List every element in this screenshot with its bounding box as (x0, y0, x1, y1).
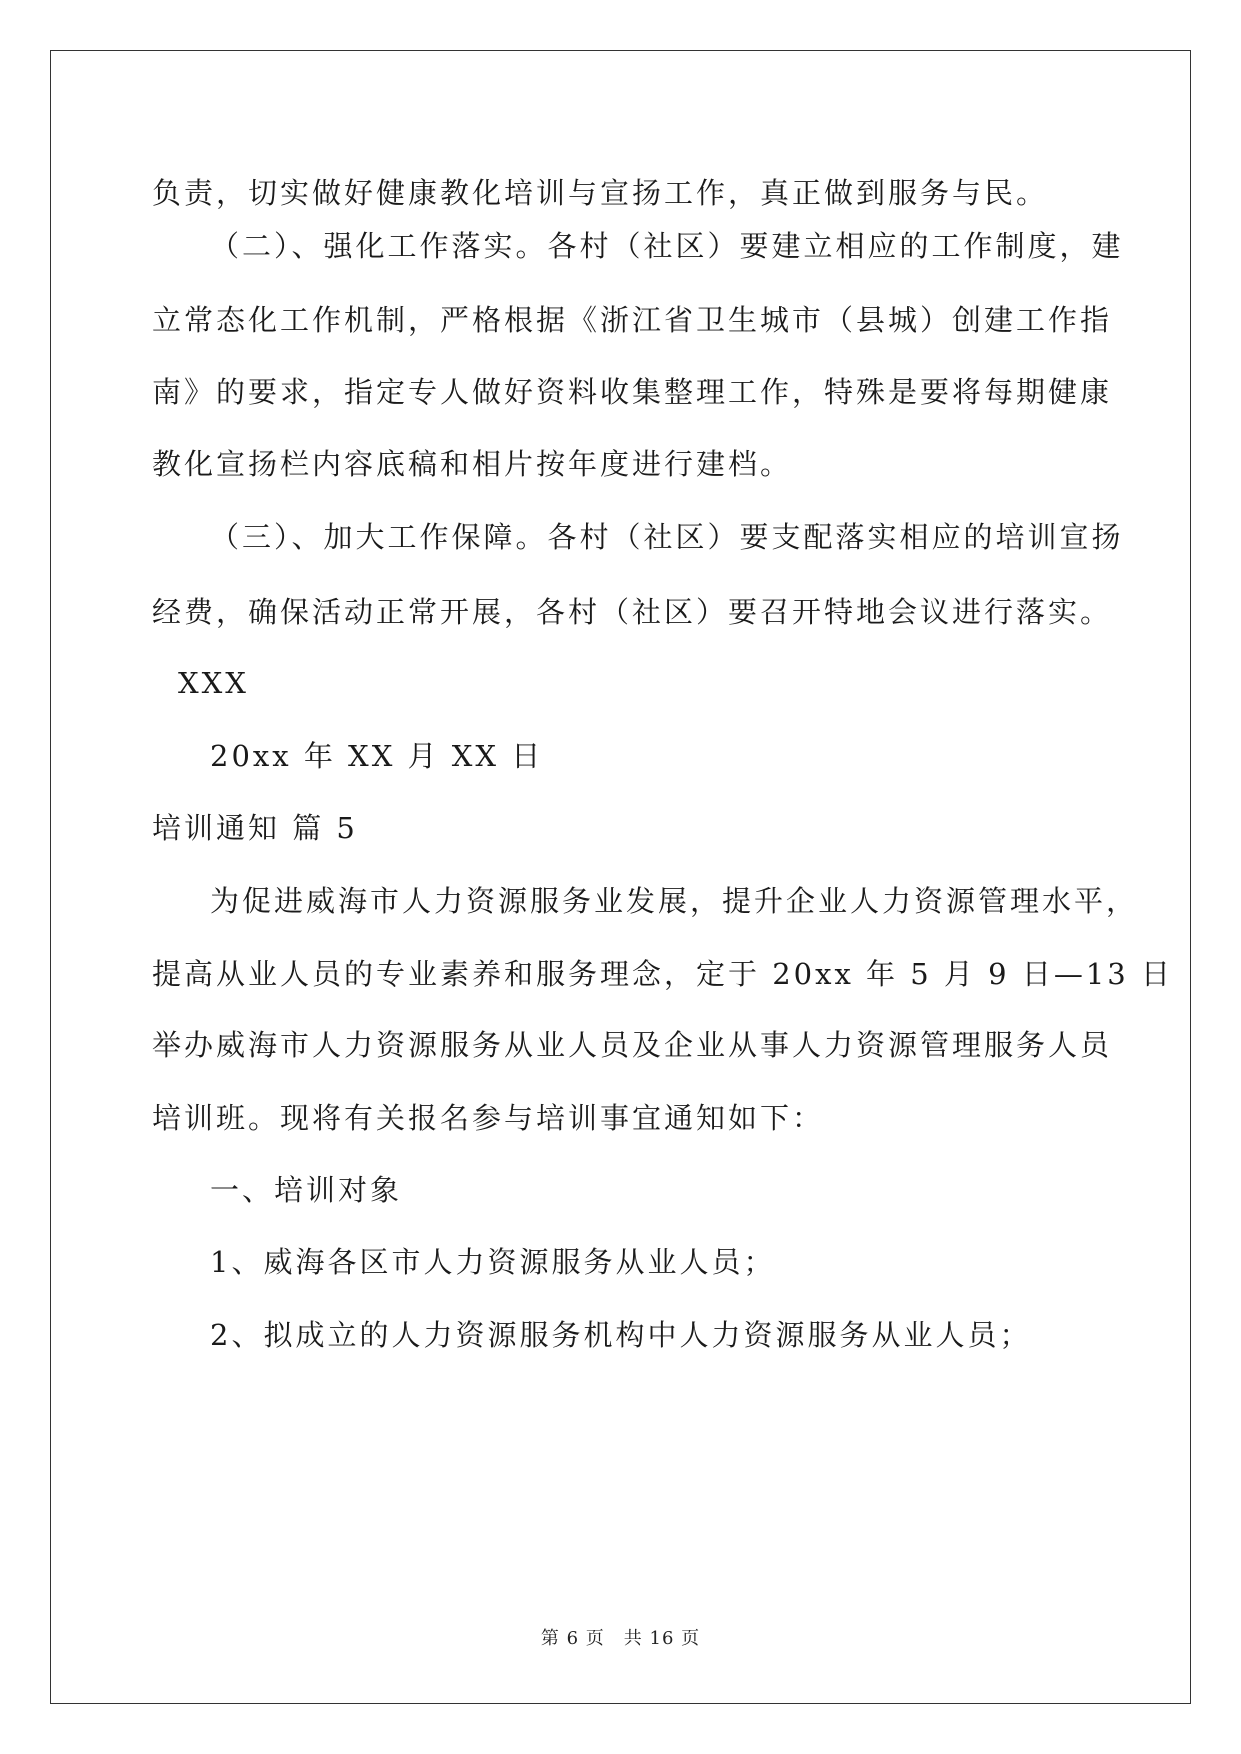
page-border (50, 50, 1191, 1704)
body-line: 负责，切实做好健康教化培训与宣扬工作，真正做到服务与民。 (152, 176, 1049, 210)
body-line: 培训班。现将有关报名参与培训事宜通知如下： (152, 1101, 825, 1135)
body-line: 立常态化工作机制，严格根据《浙江省卫生城市（县城）创建工作指 (152, 303, 1113, 337)
list-item: 1、威海各区市人力资源服务从业人员； (210, 1245, 776, 1279)
list-item: 2、拟成立的人力资源服务机构中人力资源服务从业人员； (210, 1318, 1032, 1352)
body-line: 提高从业人员的专业素养和服务理念，定于 20xx 年 5 月 9 日—13 日 (152, 957, 1173, 991)
body-line: 为促进威海市人力资源服务业发展，提升企业人力资源管理水平， (210, 884, 1139, 918)
signature-date: 20xx 年 XX 月 XX 日 (210, 739, 544, 773)
signature-org: XXX (178, 666, 249, 700)
section-heading: 培训通知 篇 5 (152, 811, 358, 845)
body-line: （三）、加大工作保障。各村（社区）要支配落实相应的培训宣扬 (210, 520, 1124, 554)
list-heading: 一、培训对象 (210, 1173, 403, 1207)
body-line: 南》的要求，指定专人做好资料收集整理工作，特殊是要将每期健康 (152, 375, 1113, 409)
body-line: 经费，确保活动正常开展，各村（社区）要召开特地会议进行落实。 (152, 595, 1113, 629)
page-number-footer: 第 6 页 共 16 页 (540, 1628, 701, 1649)
body-line: 教化宣扬栏内容底稿和相片按年度进行建档。 (152, 447, 793, 481)
body-line: （二）、强化工作落实。各村（社区）要建立相应的工作制度，建 (210, 229, 1124, 263)
body-line: 举办威海市人力资源服务从业人员及企业从事人力资源管理服务人员 (152, 1028, 1113, 1062)
